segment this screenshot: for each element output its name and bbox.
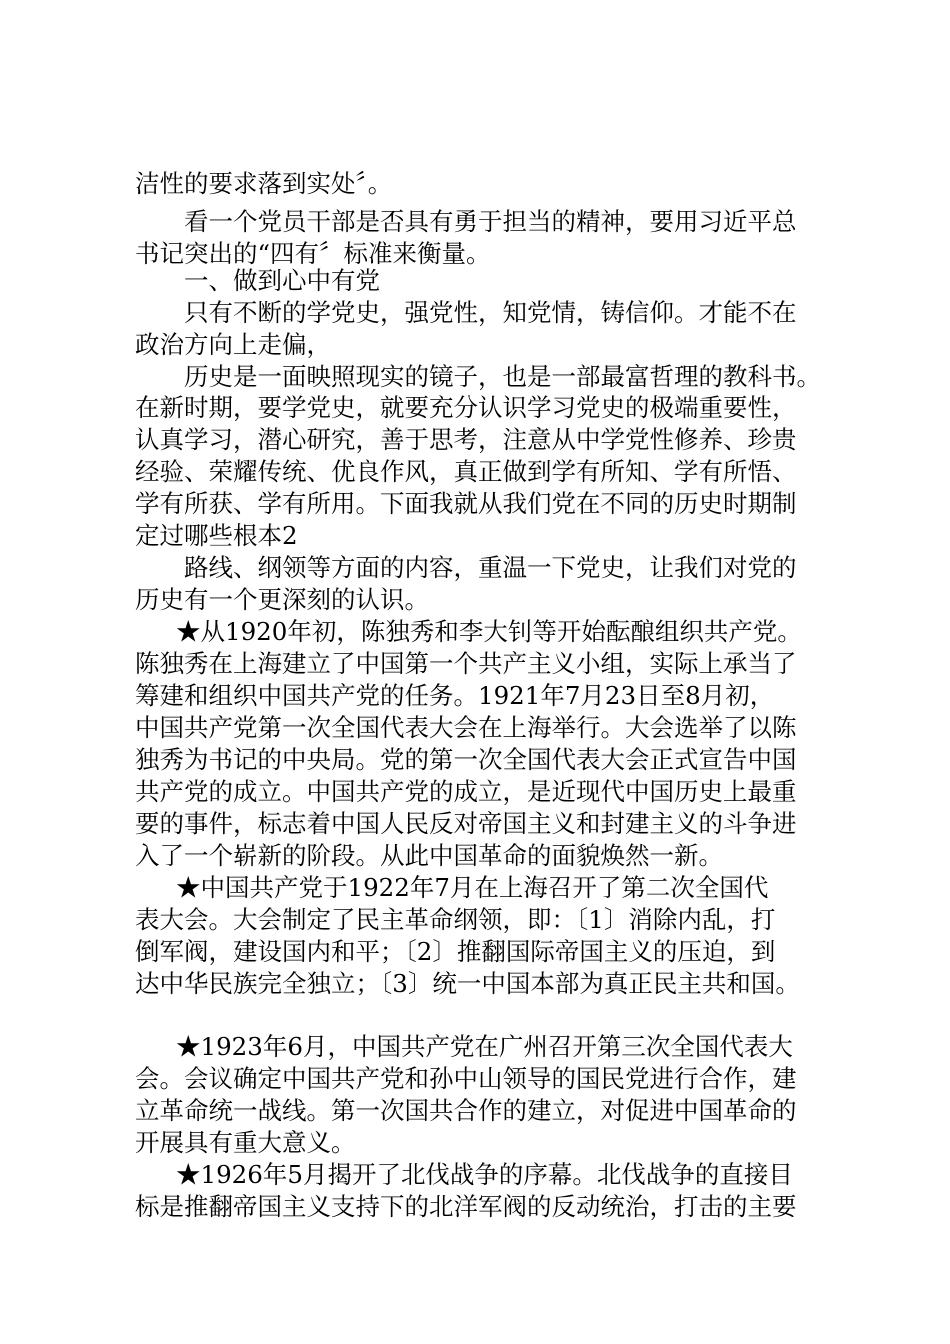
- text-line: 要的事件，标志着中国人民反对帝国主义和封建主义的斗争进: [135, 809, 797, 838]
- text-line: 共产党的成立。中国共产党的成立，是近现代中国历史上最重: [135, 777, 797, 806]
- text-line: 会。会议确定中国共产党和孙中山领导的国民党进行合作，建: [135, 1064, 797, 1093]
- text-line: 表大会。大会制定了民主革命纲领，即：〔1〕消除内乱，打: [135, 905, 776, 934]
- text-line: 立革命统一战线。第一次国共合作的建立，对促进中国革命的: [135, 1096, 797, 1125]
- text-line: 入了一个崭新的阶段。从此中国革命的面貌焕然一新。: [135, 841, 723, 870]
- text-line: 在新时期，要学党史，就要充分认识学习党史的极端重要性，: [135, 393, 797, 422]
- text-line: 倒军阀，建设国内和平；〔2〕推翻国际帝国主义的压迫，到: [135, 937, 776, 966]
- text-line: ★中国共产党于1922年7月在上海召开了第二次全国代: [176, 873, 769, 902]
- text-line: 陈独秀在上海建立了中国第一个共产主义小组，实际上承当了: [135, 649, 797, 678]
- text-line: 认真学习，潜心研究，善于思考，注意从中学党性修养、珍贵: [135, 425, 797, 454]
- text-line: ★1926年5月揭开了北伐战争的序幕。北伐战争的直接目: [176, 1160, 793, 1189]
- text-line: 标是推翻帝国主义支持下的北洋军阀的反动统治，打击的主要: [135, 1192, 797, 1221]
- text-line: 只有不断的学党史，强党性，知党情，铸信仰。才能不在: [184, 298, 797, 327]
- text-line: 独秀为书记的中央局。党的第一次全国代表大会正式宣告中国: [135, 745, 797, 774]
- text-line: 中国共产党第一次全国代表大会在上海举行。大会选举了以陈: [135, 713, 797, 742]
- text-line: 书记突出的“四有〞标准来衡量。: [135, 239, 491, 268]
- text-line: 开展具有重大意义。: [135, 1128, 356, 1157]
- text-line: 历史有一个更深刻的认识。: [135, 585, 429, 614]
- text-line: 筹建和组织中国共产党的任务。1921年7月23日至8月初，: [135, 681, 775, 710]
- text-line: 洁性的要求落到实处〞。: [135, 169, 393, 198]
- text-line: ★1923年6月，中国共产党在广州召开第三次全国代表大: [176, 1032, 793, 1061]
- text-line: 政治方向上走偏，: [135, 330, 331, 359]
- text-line: 达中华民族完全独立；〔3〕统一中国本部为真正民主共和国。: [135, 969, 800, 998]
- text-line: 定过哪些根本2: [135, 521, 298, 550]
- section-heading: 一、做到心中有党: [184, 266, 380, 295]
- text-line: 学有所获、学有所用。下面我就从我们党在不同的历史时期制: [135, 489, 797, 518]
- text-line: 路线、纲领等方面的内容，重温一下党史，让我们对党的: [184, 553, 797, 582]
- text-line: 历史是一面映照现实的镜子，也是一部最富哲理的教科书。: [184, 362, 821, 391]
- text-line: 经验、荣耀传统、优良作风，真正做到学有所知、学有所悟、: [135, 457, 797, 486]
- text-line: 看一个党员干部是否具有勇于担当的精神，要用习近平总: [184, 207, 797, 236]
- text-line: ★从1920年初，陈独秀和李大钊等开始酝酿组织共产党。: [176, 617, 802, 646]
